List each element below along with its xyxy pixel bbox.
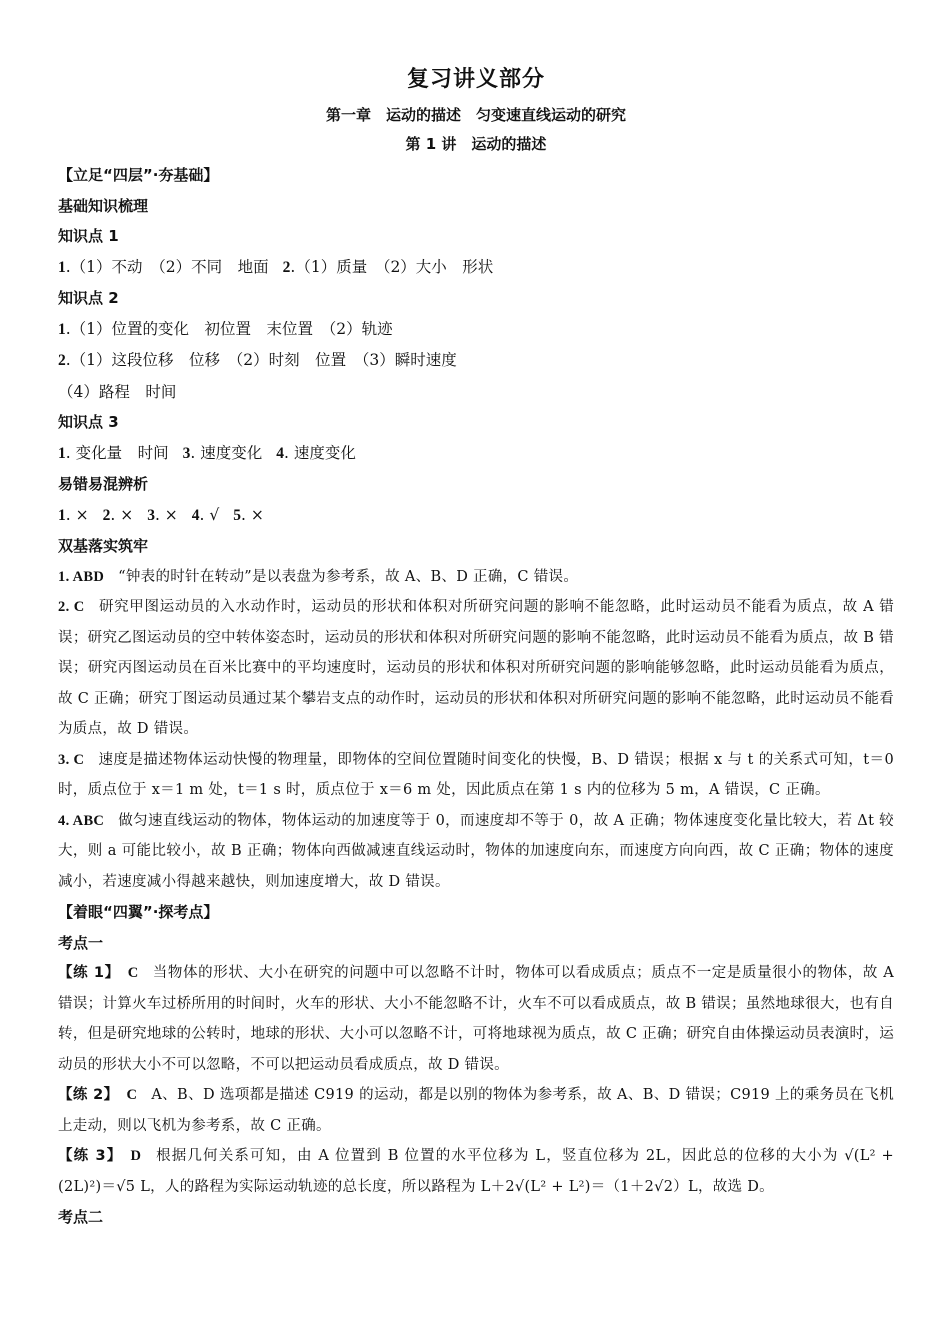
item-number: 3 [182, 444, 191, 462]
knowledge-point-2-line-2 [58, 345, 894, 377]
lecture-title: 第 1 讲 运动的描述 [405, 135, 547, 153]
item-number: 1 [58, 506, 66, 524]
answer-choice: . ABC [65, 812, 105, 829]
answer-explanation: 当物体的形状、大小在研究的问题中可以忽略不计时，物体可以看成质点；质点不一定是质量很小的物体，故 A 错误；计算火车过桥所用的时间时，火车的形状、大小不能忽略不计，火车不可以看成质点，故 B 错误；虽然地球很大，也有自转，但是研究地球的公转时，地球的形状、大小可以忽略不计，可将地球视为质点，故 C 正确；研究自由体操运动员表演时，运动员的形状大小不可以忽略，不可以把运动员看成质点，故 D 错误。 [58, 965, 894, 1073]
mistakes-answers [58, 500, 894, 532]
item-number: 2 [58, 352, 66, 369]
practice-title: 双基落实筑牢 [58, 537, 149, 555]
judgement-mark: . √ [199, 505, 220, 524]
exercise-label: 【练 3】 [58, 1148, 123, 1164]
judgement-mark: . × [241, 505, 264, 524]
judgement-mark: . × [110, 505, 134, 524]
knowledge-point-2-line-1 [58, 314, 894, 346]
judgement-mark: . × [65, 505, 89, 524]
knowledge-point-1-title: 知识点 1 [58, 227, 119, 245]
chapter-title: 第一章 运动的描述 匀变速直线运动的研究 [325, 106, 626, 124]
item-text: . 速度变化 [283, 443, 356, 462]
knowledge-point-3-title: 知识点 3 [58, 413, 119, 431]
item-number: 1 [58, 568, 66, 585]
practice-answer-2 [58, 592, 894, 745]
knowledge-point-2-title: 知识点 2 [58, 289, 119, 307]
knowledge-point-1-answers [58, 252, 894, 284]
answer-choice: . C [65, 599, 85, 615]
practice-answer-3 [58, 745, 894, 806]
knowledge-point-3-answers [58, 438, 894, 470]
item-number: 4 [191, 506, 200, 524]
section-heading-1: 【立足“四层”·夯基础】 [58, 166, 219, 184]
item-number: 2 [282, 258, 291, 276]
judgement-mark: . × [154, 505, 178, 524]
page-title: 复习讲义部分 [406, 67, 545, 92]
exercise-1 [58, 958, 894, 1080]
practice-answer-1 [58, 562, 894, 593]
answer-choice: . ABD [65, 568, 105, 585]
answer-explanation: A、B、D 选项都是描述 C919 的运动，都是以别的物体为参考系，故 A、B、D 错误；C919 上的乘务员在飞机上走动，则以飞机为参考系，故 C 正确。 [58, 1087, 894, 1134]
answer-choice: D [130, 1148, 142, 1164]
item-number: 3 [58, 751, 66, 768]
item-number: 3 [147, 506, 155, 524]
exam-point-2-title: 考点二 [58, 1208, 104, 1226]
section-heading-2: 【着眼“四翼”·探考点】 [58, 903, 219, 921]
content-flow [58, 160, 894, 1233]
item-number: 5 [233, 506, 242, 524]
item-text: .（1）质量 （2）大小 形状 [290, 257, 494, 276]
item-text: .（1）位置的变化 初位置 末位置 （2）轨迹 [65, 319, 393, 338]
answer-choice: . C [65, 751, 85, 768]
answer-choice: C [127, 965, 139, 981]
item-number: 1 [58, 320, 66, 338]
exam-point-1-title: 考点一 [58, 933, 104, 952]
item-text: .（1）不动 （2）不同 地面 [65, 257, 269, 276]
answer-explanation: 速度是描述物体运动快慢的物理量，即物体的空间位置随时间变化的快慢，B、D 错误；根据 x 与 t 的关系式可知，t＝0 时，质点位于 x＝1 m 处，t＝1 s 时，质点位于 x＝6 m 处，因此质点在第 1 s 内的位移为 5 m，A 错误，C 正确。 [58, 751, 894, 798]
answer-explanation: 根据几何关系可知，由 A 位置到 B 位置的水平位移为 L，竖直位移为 2L，因此总的位移的大小为 √(L² + (2L)²)＝√5 L，人的路程为实际运动轨迹的总长度，所以路程为 L＋2√(L² + L²)＝（1＋2√2）L，故选 D。 [58, 1148, 894, 1195]
practice-answer-4 [58, 806, 894, 898]
exercise-label: 【练 1】 [58, 965, 120, 981]
mistakes-title: 易错易混辨析 [58, 475, 149, 493]
item-number: 1 [58, 444, 66, 462]
exercise-2 [58, 1080, 894, 1141]
item-text: . 速度变化 [190, 443, 263, 462]
item-text: . 变化量 时间 [65, 443, 169, 462]
exercise-3 [58, 1141, 894, 1202]
item-number: 1 [58, 258, 66, 276]
answer-choice: C [126, 1087, 138, 1103]
answer-explanation: 研究甲图运动员的入水动作时，运动员的形状和体积对所研究问题的影响不能忽略，此时运动员不能看为质点，故 A 错误；研究乙图运动员的空中转体姿态时，运动员的形状和体积对所研究问题的影响不能忽略，此时运动员不能看为质点，故 B 错误；研究丙图运动员在百米比赛中的平均速度时，运动员的形状和体积对所研究问题的影响能够忽略，此时运动员能看为质点，故 C 正确；研究丁图运动员通过某个攀岩支点的动作时，运动员的形状和体积对所研究问题的影响不能忽略，此时运动员不能看为质点，故 D 错误。 [58, 599, 894, 737]
subheading-basic: 基础知识梳理 [58, 196, 149, 215]
item-text: .（1）这段位移 位移 （2）时刻 位置 （3）瞬时速度 [65, 351, 457, 369]
answer-explanation: 做匀速直线运动的物体，物体运动的加速度等于 0，而速度却不等于 0，故 A 正确；物体速度变化量比较大，若 Δt 较大，则 a 可能比较小，故 B 正确；物体向西做减速直线运动时，物体的加速度向东，而速度方向向西，故 C 正确；物体的速度减小，若速度减小得越来越快，则加速度增大，故 D 错误。 [58, 812, 894, 890]
item-number: 4 [58, 812, 66, 829]
item-number: 2 [58, 599, 66, 615]
answer-explanation: “钟表的时针在转动”是以表盘为参考系，故 A、B、D 正确，C 错误。 [118, 568, 579, 585]
item-number: 2 [102, 506, 111, 524]
item-number: 4 [276, 444, 284, 462]
knowledge-point-2-line-3: （4）路程 时间 [58, 382, 177, 401]
exercise-label: 【练 2】 [58, 1087, 119, 1103]
